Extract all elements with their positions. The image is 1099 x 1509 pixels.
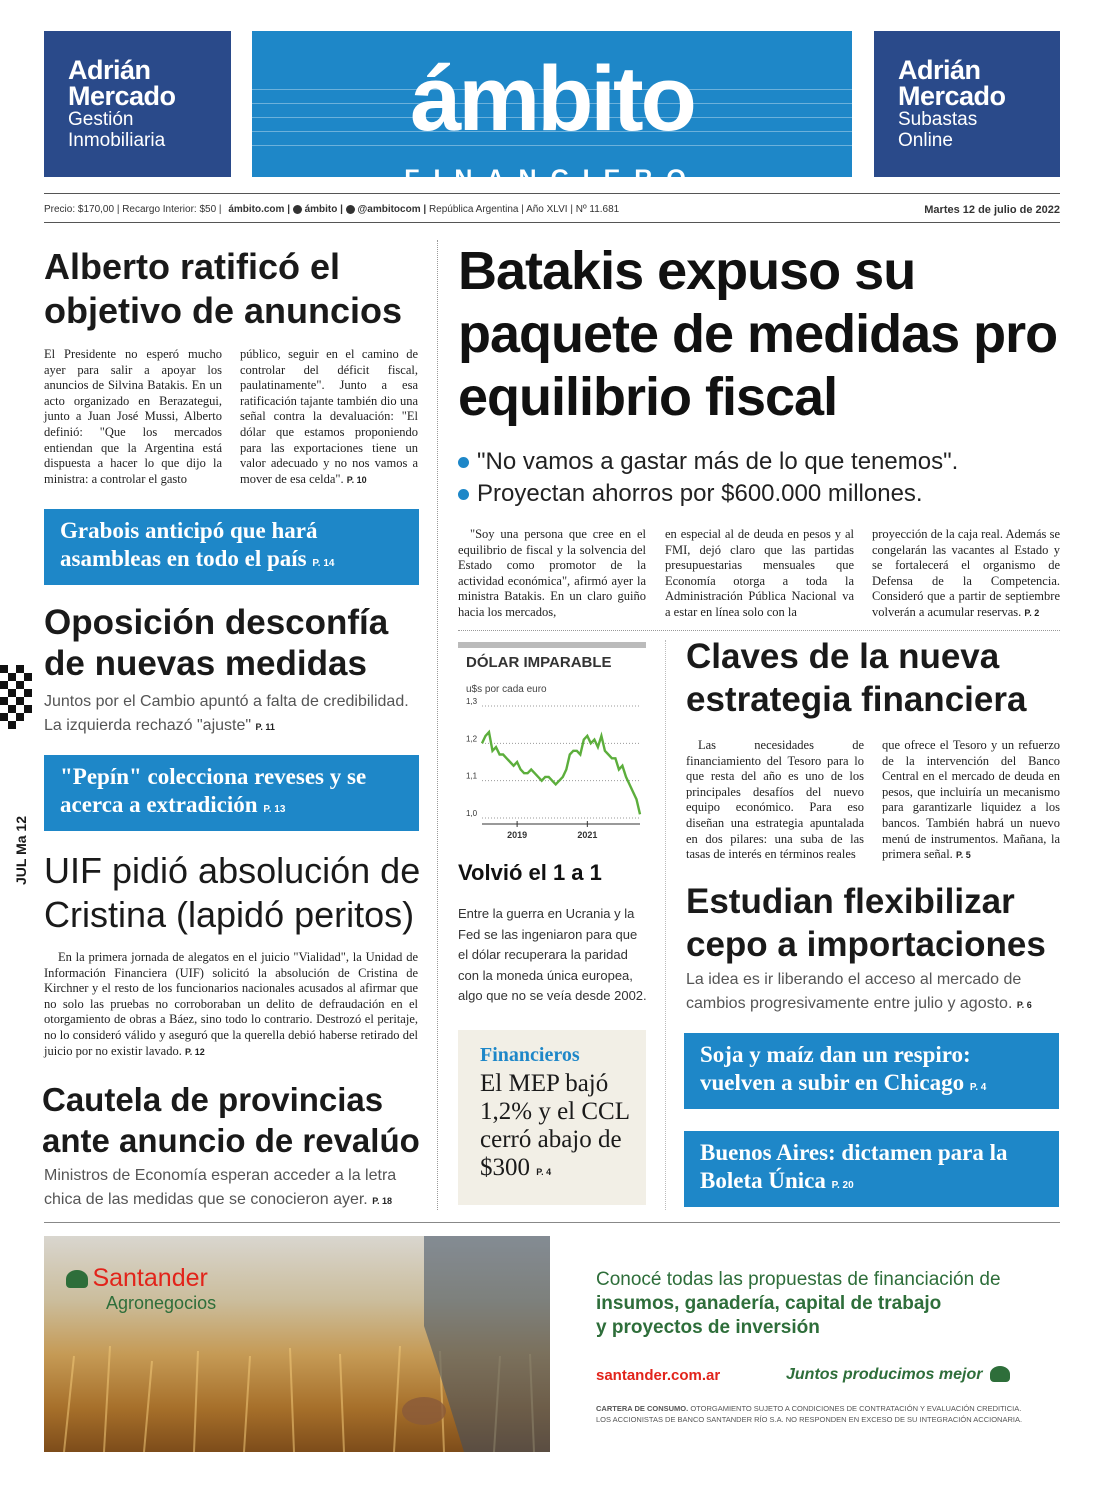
lead-body-col3: proyección de la caja real. Además se congelarán las vacantes al Estado y se fortalecerá el organismo de Defensa de la Competencia. Consideró que a partir de septiembre volverán a acumular reservas. P. 2 — [872, 527, 1060, 619]
chart-ytick: 1,2 — [466, 734, 478, 744]
claves-headline[interactable]: Claves de la nueva estrategia financiera — [686, 637, 1027, 719]
page-ref: P. 6 — [1016, 1000, 1032, 1010]
facebook-handle[interactable]: ámbito | — [304, 204, 343, 215]
ad-line1: Conocé todas las propuestas de financiación de — [596, 1269, 1001, 1290]
uif-body: En la primera jornada de alegatos en el juicio "Vialidad", la Unidad de Información Financiera (UIF) solicitó la absolución de Cristina de Kirchner y el resto de los funcionarios nacionales acusados al afirmar que no solo las pruebas no corroboraban un delito de defraudación en el otorgamiento de obras a Báez, sino todo lo contrario. Destrozó el peritaje, no lo consideró válido y aseguró que la querella debió haberse retirado del juicio por no existir lavado. P. 12 — [44, 950, 418, 1058]
ad-line3: y proyectos de inversión — [596, 1317, 820, 1338]
lead-bullet-1: "No vamos a gastar más de lo que tenemos". — [458, 446, 1058, 478]
chart-ytick: 1,3 — [466, 697, 478, 706]
page-ref: P. 2 — [1024, 607, 1040, 618]
ad-line4: Inmobiliaria — [68, 130, 166, 151]
claves-body-col1: Las necesidades de financiamiento del Tesoro para lo que resta del año es uno de los principales desafíos del nuevo equipo económico. Para eso diseñan una estrategia apuntalada en dos pilares: una suba de las tasas de interés en términos reales — [686, 738, 864, 862]
page-ref: P. 12 — [184, 1046, 205, 1057]
ad-line3: Gestión — [68, 109, 134, 130]
grabois-text: Grabois anticipó que hará asambleas en todo el país — [60, 518, 318, 571]
info-bar — [44, 204, 1060, 215]
cepo-headline[interactable]: Estudian flexibilizar cepo a importaciones — [686, 882, 1046, 964]
boleta-box[interactable] — [684, 1131, 1059, 1207]
alberto-body-col2: público, seguir en el camino de controlar del déficit fiscal, paulatinamente". Junto a esa ratificación tajante también dio una señal contra la devaluación: "El dólar que estamos proponiendo para las exportaciones tiene un valor adecuado y no nos vamos a mover de esa celda". P. 10 — [240, 347, 418, 486]
page-ref: P. 11 — [255, 722, 275, 732]
ad-line1: Adrián — [68, 55, 151, 85]
oposicion-headline[interactable]: Oposición desconfía de nuevas medidas — [44, 603, 389, 683]
cautela-headline[interactable]: Cautela de provincias ante anuncio de revalúo — [42, 1081, 420, 1159]
twitter-handle[interactable]: @ambitocom | — [357, 204, 427, 215]
ad-line1: Adrián — [898, 55, 981, 85]
page-ref: P. 14 — [312, 558, 335, 569]
lead-body-col1: "Soy una persona que cree en el equilibrio de fiscal y la solvencia del Estado como promotor de la actividad económica", afirmó ayer la ministra Batakis. En un claro guiño hacia los mercados, — [458, 527, 646, 619]
ad-slogan: Juntos producimos mejor — [786, 1366, 983, 1383]
twitter-icon — [346, 205, 355, 214]
lead-headline[interactable]: Batakis expuso su paquete de medidas pro equilibrio fiscal — [458, 241, 1058, 427]
page-ref: P. 18 — [372, 1196, 393, 1206]
oposicion-deck: Juntos por el Cambio apuntó a falta de credibilidad. La izquierda rechazó "ajuste" P. 11 — [44, 693, 409, 734]
ad-line2: Mercado — [898, 81, 1006, 111]
bullet-dot — [458, 457, 469, 468]
dollar-chart — [458, 642, 646, 852]
santander-ad-image[interactable] — [44, 1236, 550, 1452]
financieros-kicker: Financieros — [480, 1044, 580, 1066]
brand-name: Santander — [92, 1264, 208, 1292]
pepin-box[interactable] — [44, 755, 419, 831]
claves-body-col2: que ofrece el Tesoro y un refuerzo de la intervención del Banco Central en el mercado de deuda en pesos, que incluiría un mecanismo para garantizarle liquidez a los bancos. También habrá un nuevo menú de instrumentos. Mañana, la primera señal. P. 5 — [882, 738, 1060, 862]
ad-line2: Mercado — [68, 81, 176, 111]
cautela-deck: Ministros de Economía esperan acceder a la letra chica de las medidas que se conocieron ayer. P. 18 — [44, 1167, 397, 1208]
adrian-mercado-subastas-ad[interactable] — [874, 31, 1060, 177]
ad-legal: CARTERA DE CONSUMO. OTORGAMIENTO SUJETO A CONDICIONES DE CONTRATACIÓN Y EVALUACIÓN CREDITICIA. LOS ACCIONISTAS DE BANCO SANTANDER RÍO S.A. NO RESPONDEN EN EXCESO DE SU INTEGRACIÓN ACCIONARIA. — [596, 1404, 1023, 1424]
cepo-deck: La idea es ir liberando el acceso al mercado de cambios progresivamente entre julio y agosto. P. 6 — [686, 971, 1032, 1012]
chart-xtick: 2019 — [507, 830, 528, 840]
logo-word: ámbito — [410, 48, 694, 150]
ad-line3: Subastas — [898, 109, 978, 130]
checker-decoration — [0, 665, 34, 733]
logo-sub: FINANCIERO — [404, 165, 700, 193]
site-link[interactable]: ámbito.com | — [228, 204, 291, 215]
side-date: JUL Ma 12 — [13, 816, 29, 885]
chart-ylabel: u$s por cada euro — [466, 684, 547, 695]
page-ref: P. 5 — [955, 850, 971, 861]
flame-icon — [66, 1270, 88, 1288]
lead-body-col2: en especial al de deuda en pesos y al FMI, dejó claro que las partidas presupuestarias mensuales que Economía otorga a toda la Administración Pública Nacional va a estar en línea solo con la — [665, 527, 854, 619]
page-ref: P. 4 — [536, 1167, 552, 1177]
boleta-text: Buenos Aires: dictamen para la Boleta Única — [700, 1140, 1008, 1193]
chart-ytick: 1,0 — [466, 809, 478, 818]
chart-series-line — [482, 732, 640, 814]
volvio-headline[interactable]: Volvió el 1 a 1 — [458, 860, 602, 885]
chart-xtick: 2021 — [577, 830, 598, 840]
ad-line4: Online — [898, 130, 953, 151]
volvio-body: Entre la guerra en Ucrania y la Fed se las ingeniaron para que el dólar recuperara la paridad con la moneda única europea, algo que no se veía desde 2002. — [458, 906, 647, 1003]
chart-title: DÓLAR IMPARABLE — [466, 654, 612, 671]
adrian-mercado-gestion-ad[interactable] — [44, 31, 231, 177]
soja-box[interactable] — [684, 1033, 1059, 1109]
bullet-dot — [458, 489, 469, 500]
soja-text: Soja y maíz dan un respiro: vuelven a subir en Chicago — [700, 1042, 971, 1095]
uif-headline[interactable]: UIF pidió absolución de Cristina (lapidó peritos) — [44, 850, 421, 935]
edition-info: República Argentina | Año XLVI | Nº 11.681 — [428, 204, 620, 215]
page-ref: P. 4 — [969, 1082, 987, 1093]
financieros-text: El MEP bajó 1,2% y el CCL cerró abajo de $300 P. 4 — [480, 1070, 630, 1181]
chart-ytick: 1,1 — [466, 771, 478, 781]
ad-line2: insumos, ganadería, capital de trabajo — [596, 1293, 942, 1314]
facebook-icon — [293, 205, 302, 214]
chart-plot — [458, 698, 646, 850]
santander-flame-icon — [990, 1366, 1010, 1382]
price-info: Precio: $170,00 | Recargo Interior: $50 | — [44, 204, 222, 215]
santander-logo — [66, 1264, 216, 1314]
issue-date: Martes 12 de julio de 2022 — [924, 204, 1060, 216]
grabois-box[interactable] — [44, 509, 419, 585]
brand-sub: Agronegocios — [106, 1293, 217, 1313]
pepin-text: "Pepín" colecciona reveses y se acerca a extradición — [60, 764, 367, 817]
ambito-logo[interactable] — [252, 31, 852, 193]
page-ref: P. 10 — [346, 474, 367, 485]
page-ref: P. 13 — [263, 804, 286, 815]
alberto-body-col1: El Presidente no esperó mucho ayer para salir a apoyar los anuncios de Silvina Batakis. En un acto organizado en Berazategui, junto a Juan José Mussi, Alberto definió: "Que los mercados entiendan que la Argentina está dispuesta a hacer lo que dijo la ministra: a controlar el gasto — [44, 347, 222, 486]
ad-copy — [596, 1268, 1056, 1340]
lead-bullet-2: Proyectan ahorros por $600.000 millones. — [458, 478, 1058, 510]
alberto-headline[interactable]: Alberto ratificó el objetivo de anuncios — [44, 246, 403, 331]
ad-url[interactable]: santander.com.ar — [596, 1367, 721, 1384]
financieros-box[interactable] — [458, 1030, 646, 1205]
page-ref: P. 20 — [831, 1180, 854, 1191]
